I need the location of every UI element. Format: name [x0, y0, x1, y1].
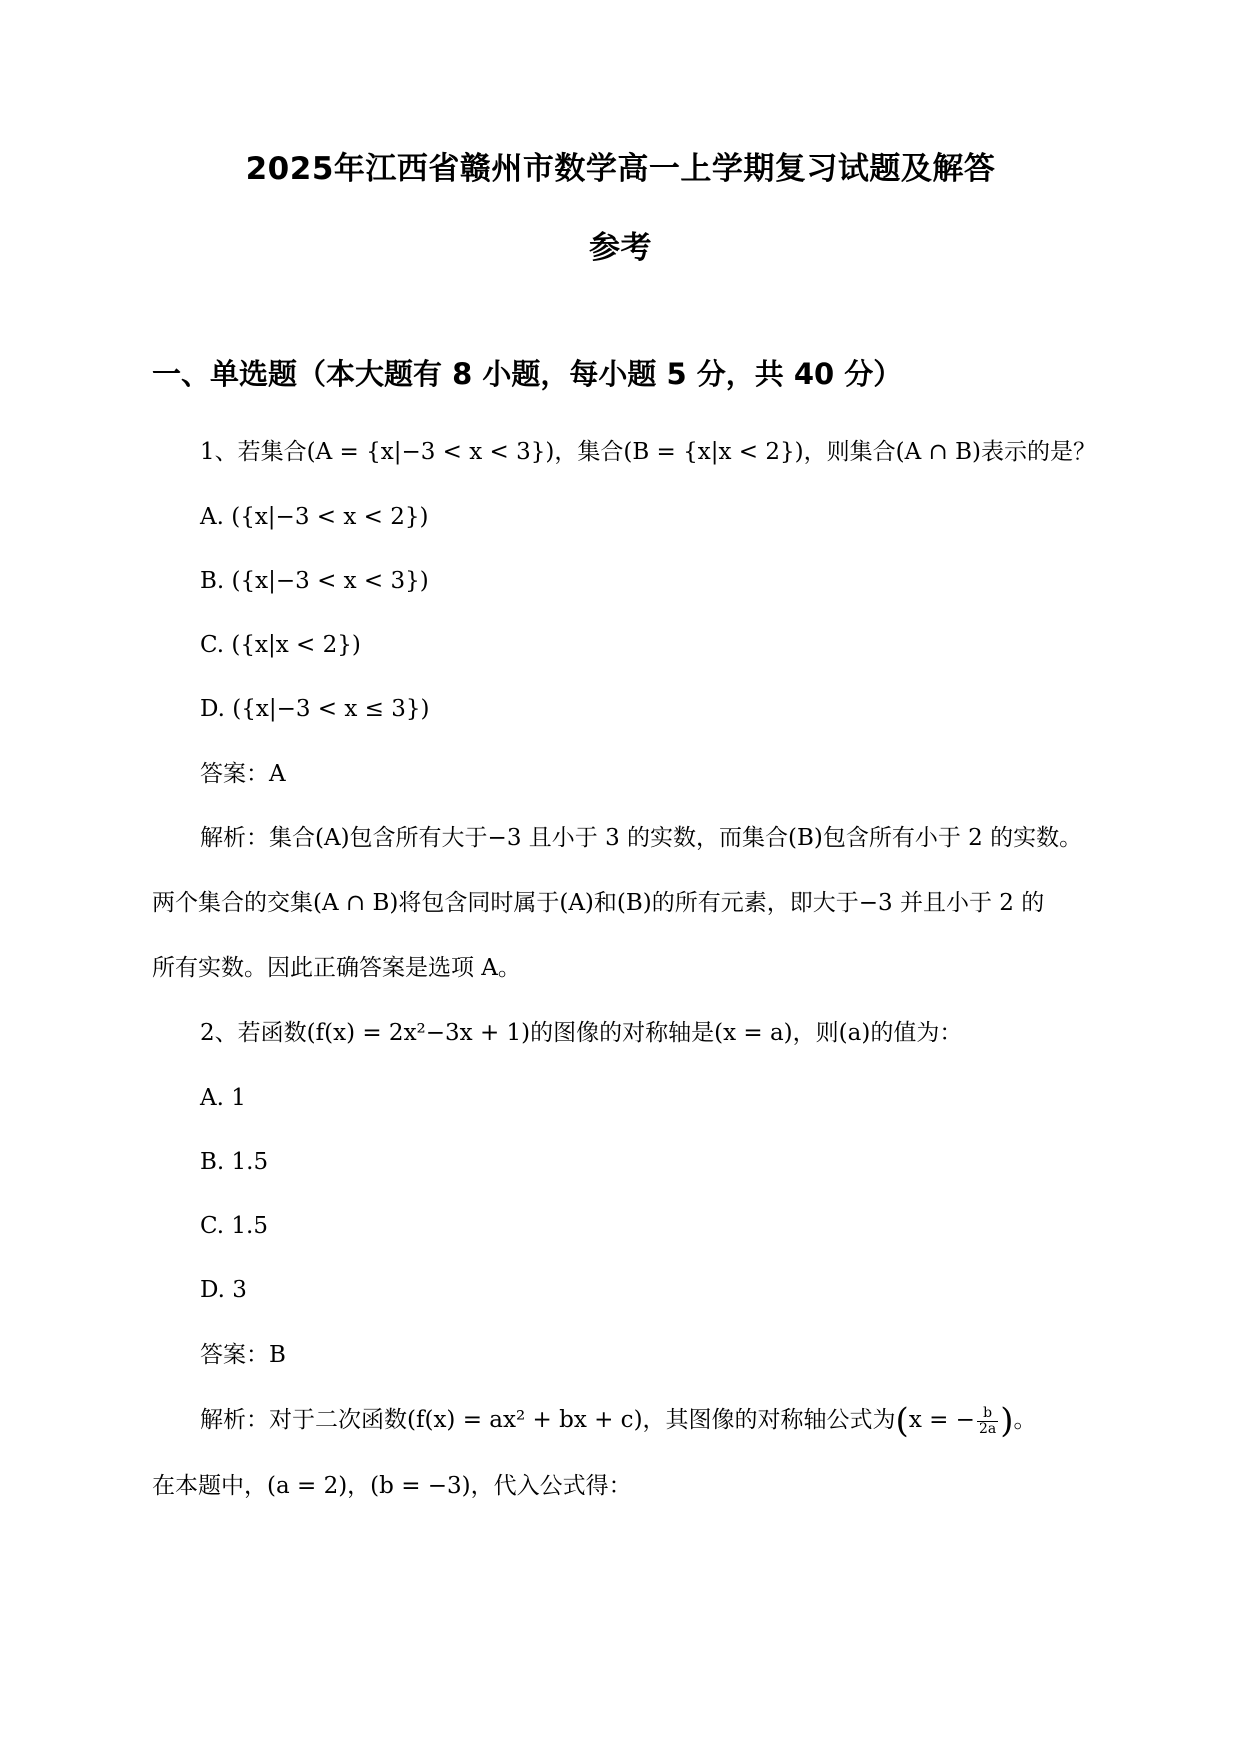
question-2-option-d: D. 3 — [200, 1277, 247, 1303]
question-1-analysis-line-3: 所有实数。因此正确答案是选项 A。 — [152, 955, 521, 981]
question-2-analysis-line-1 — [200, 1401, 1037, 1441]
question-2-option-a: A. 1 — [200, 1085, 246, 1111]
question-1-analysis-line-1: 解析：集合(A)包含所有大于−3 且小于 3 的实数，而集合(B)包含所有小于 2 的实数。 — [200, 825, 1083, 851]
left-paren: ( — [895, 1401, 909, 1441]
question-2-stem: 2、若函数(f(x) = 2x²−3x + 1)的图像的对称轴是(x = a)，则(a)的值为： — [200, 1020, 963, 1046]
formula-lhs: x = − — [908, 1407, 975, 1433]
document-title-continued: 参考 — [589, 230, 652, 266]
fraction — [977, 1406, 998, 1437]
question-1-analysis-line-2: 两个集合的交集(A ∩ B)将包含同时属于(A)和(B)的所有元素，即大于−3 并且小于 2 的 — [152, 890, 1045, 916]
question-2-answer: 答案：B — [200, 1342, 286, 1368]
question-1-option-a: A. ({x|−3 < x < 2}) — [200, 504, 429, 530]
fraction-denominator: 2a — [978, 1420, 997, 1437]
question-1-stem: 1、若集合(A = {x|−3 < x < 3})，集合(B = {x|x < 2})，则集合(A ∩ B)表示的是？ — [200, 439, 1096, 465]
question-2-option-c: C. 1.5 — [200, 1213, 268, 1239]
question-2-analysis-text: 解析：对于二次函数(f(x) = ax² + bx + c)，其图像的对称轴公式为 — [200, 1407, 896, 1433]
section-heading: 一、单选题（本大题有 8 小题，每小题 5 分，共 40 分） — [152, 357, 903, 391]
sentence-end: 。 — [1013, 1407, 1037, 1433]
question-1-option-b: B. ({x|−3 < x < 3}) — [200, 568, 429, 594]
fraction-numerator: b — [977, 1406, 998, 1422]
question-2-option-b: B. 1.5 — [200, 1149, 269, 1175]
question-1-answer: 答案：A — [200, 761, 286, 787]
document-title: 2025年江西省赣州市数学高一上学期复习试题及解答 — [245, 151, 996, 187]
question-1-option-c: C. ({x|x < 2}) — [200, 632, 361, 658]
question-2-analysis-line-2: 在本题中，(a = 2)，(b = −3)，代入公式得： — [152, 1473, 632, 1499]
question-1-option-d: D. ({x|−3 < x ≤ 3}) — [200, 696, 430, 722]
right-paren: ) — [1000, 1401, 1014, 1441]
